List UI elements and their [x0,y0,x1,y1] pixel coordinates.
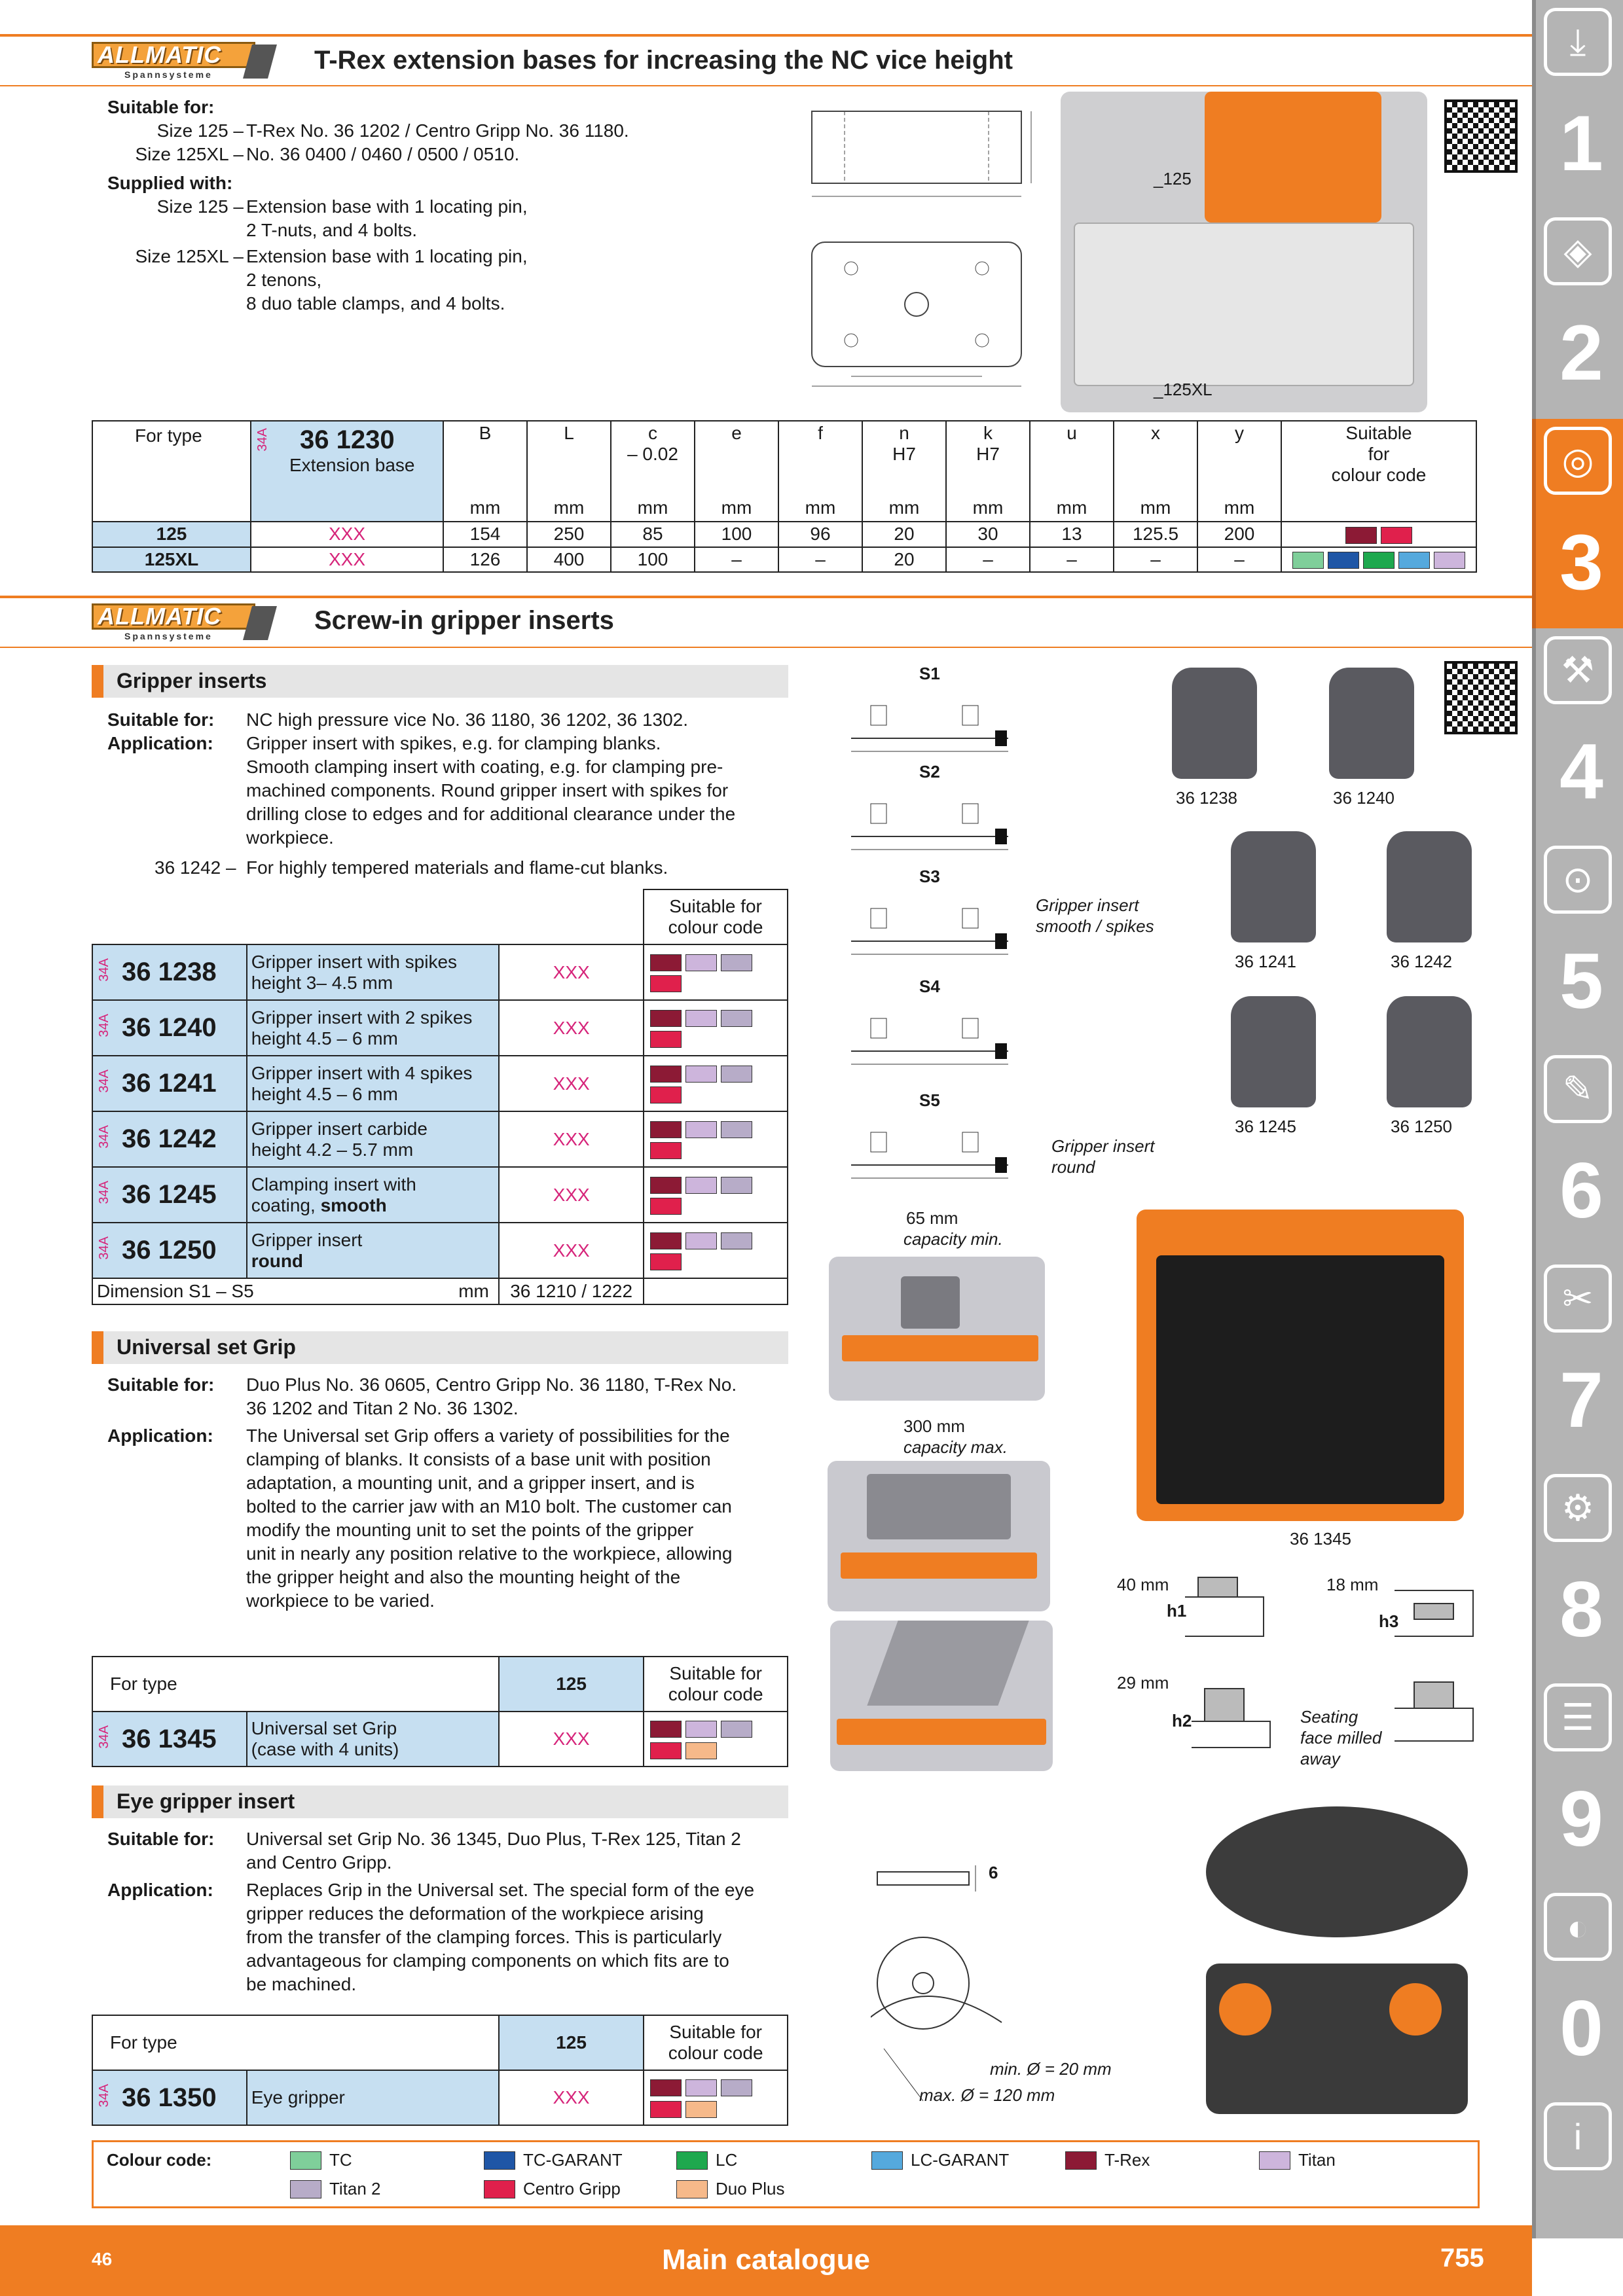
gripper-dim-row: Dimension S1 – S5 mm 36 1210 / 1222 [92,1278,788,1305]
gripper-note-label: 36 1242 – [155,857,236,878]
universal-suitable-label: Suitable for: [107,1374,215,1395]
trex-col-B: B mm [443,421,527,522]
gripper-rule-top [0,596,1532,598]
gripper-table [92,889,788,945]
vice-photo-angle [830,1621,1053,1771]
swatch-trex [1345,527,1377,544]
chapter-tab[interactable] [1532,628,1623,838]
allmatic-logo [92,42,275,80]
chapter-tab-number: 9 [1559,1775,1603,1863]
gripper-table-suitable: Suitable for colour code [644,889,788,944]
chapter-tab-number: 4 [1559,728,1603,816]
footer [0,2225,1532,2296]
chapter-tab-number: 3 [1559,518,1603,606]
universal-application-label: Application: [107,1426,213,1446]
trex-sup125xl-l2: 2 tenons, [246,270,322,290]
cap-smooth-1: Gripper insert [1036,895,1139,915]
gripper-row-desc1: Gripper insert with 4 spikes [251,1062,473,1083]
gripper-row-code: 36 1241 [122,1069,217,1098]
trex-supplied-label: Supplied with: [107,173,233,193]
trex-col-e: e mm [695,421,778,522]
gripper-insert-photo [1172,668,1257,779]
chapter-tab-number: 5 [1559,937,1603,1025]
gripper-insert-photo [1387,831,1472,942]
s-drawing [845,889,1015,961]
legend-swatch [484,2180,515,2198]
trex-s125xl-label: Size 125XL – [135,144,244,164]
paragraph-line: adaptation, a mounting unit, and a gripper insert, and is [246,1473,695,1493]
gripper-row-xxx: XXX [499,1000,644,1056]
colour-legend [92,2140,1480,2208]
footer-page-right: 755 [1440,2244,1484,2272]
gripper-insert-label: 36 1240 [1333,788,1395,808]
gripper-insert-label: 36 1238 [1176,788,1237,808]
trex-photo-grey-block [1074,223,1414,386]
trex-sup125xl-l3: 8 duo table clamps, and 4 bolts. [246,293,505,314]
s-label: S3 [919,867,940,886]
trex-col-suitable: Suitable for colour code [1281,421,1476,522]
trex-sup125xl-label: Size 125XL – [135,246,244,266]
legend-label-item: Centro Gripp [523,2179,621,2198]
trex-img-label-125: _125 [1154,169,1192,188]
gripper-row-desc1: Gripper insert with spikes [251,951,458,972]
gripper-insert-label: 36 1250 [1391,1117,1452,1136]
gripper-row-desc1: Gripper insert carbide [251,1118,428,1139]
legend-label-item: LC [716,2150,738,2170]
trex-row-125: 125 XXX 154 250 85 100 96 20 30 13 125.5 200 [92,522,1476,547]
seating-2: face milled [1300,1728,1382,1748]
seating-drawing [1395,1676,1493,1748]
h-label-40: 40 mm [1117,1575,1169,1594]
chapter-tab-number: 2 [1559,309,1603,397]
paragraph-line: advantageous for clamping components on which fits are to [246,1950,729,1971]
h1-drawing [1185,1571,1283,1643]
trex-sup125-label: Size 125 – [156,196,244,217]
trex-side-drawing [805,98,1041,209]
chapter-tab-icon: ◈ [1544,217,1612,285]
chapter-tab-icon: ◐ [1544,1893,1612,1961]
trex-product-photo [1061,92,1427,412]
chapter-tab-icon: ⚙ [1544,1474,1612,1542]
s-drawing [845,1113,1015,1185]
paragraph-line: gripper reduces the deformation of the workpiece arising [246,1903,704,1924]
gripper-row-swatches [644,1111,788,1167]
chapter-tab-icon: i [1544,2102,1612,2170]
paragraph-line: from the transfer of the clamping forces. This is particularly [246,1927,722,1947]
gripper-row-tag: 34A [97,1125,111,1149]
gripper-row-desc2: coating, smooth [251,1194,387,1215]
trex-s125-text: T-Rex No. 36 1202 / Centro Gripp No. 36 1180. [246,120,629,141]
gripper-row-tag: 34A [97,1014,111,1037]
eye-min-d: min. Ø = 20 mm [990,2059,1112,2079]
universal-row: 34A 36 1345 Universal set Grip (case with 4 units) XXX [92,1712,788,1767]
trex-col-n: n H7 mm [862,421,946,522]
gripper-insert-label: 36 1242 [1391,952,1452,971]
chapter-tab-number: 8 [1559,1566,1603,1653]
trex-code-tag: 34A [255,428,270,452]
chapter-tab-icon: ✎ [1544,1055,1612,1123]
gripper-suitable-label: Suitable for: [107,709,215,730]
chapter-tab-icon: ◎ [1544,427,1612,495]
s-label: S5 [919,1090,940,1110]
gripper-row-tag: 34A [97,1069,111,1093]
gripper-insert-label: 36 1241 [1235,952,1296,971]
gripper-row-desc1: Gripper insert [251,1229,363,1250]
paragraph-line: The Universal set Grip offers a variety of possibilities for the [246,1426,730,1446]
eye-suit-l1: Universal set Grip No. 36 1345, Duo Plus, T-Rex 125, Titan 2 [246,1829,741,1849]
paragraph-line: bolted to the carrier jaw with an M10 bolt. The customer can [246,1496,732,1516]
trex-photo-orange-block [1205,92,1381,223]
gripper-row-tag: 34A [97,1181,111,1204]
legend-label-item: TC-GARANT [523,2150,623,2170]
gripper-row [92,1222,788,1279]
paragraph-line: modify the mounting unit to set the points of the gripper [246,1520,694,1540]
header-rule-top [0,34,1532,37]
gripper-row-swatches [644,1056,788,1111]
universal-table: For type 125 Suitable for colour code 34A 36 1345 Universal set Grip (case with 4 units) XXX [92,1656,788,1767]
s-drawing [845,999,1015,1071]
cap-smooth-2: smooth / spikes [1036,916,1154,936]
trex-sup125xl-l1: Extension base with 1 locating pin, [246,246,528,266]
legend-swatch [871,2151,903,2170]
cap-300-2: capacity max. [903,1437,1008,1457]
bar-universal-set: Universal set Grip [92,1331,788,1364]
eye-dim-6: 6 [989,1863,998,1882]
legend-label-item: Titan [1298,2150,1336,2170]
gripper-app-l5: workpiece. [246,827,334,848]
gripper-row [92,1111,788,1168]
chapter-tab[interactable] [1532,2094,1623,2238]
gripper-row-xxx: XXX [499,1056,644,1111]
section-title-trex: T-Rex extension bases for increasing the NC vice height [314,46,1013,75]
trex-col-c: c – 0.02 mm [611,421,695,522]
paragraph-line: Replaces Grip in the Universal set. The special form of the eye [246,1880,755,1900]
chapter-tab-icon: ⤓ [1544,8,1612,76]
gripper-row-swatches [644,944,788,1000]
trex-code: 36 1230 [300,425,395,454]
trex-sup125-l2: 2 T-nuts, and 4 bolts. [246,220,417,240]
trex-code-desc: Extension base [289,455,415,475]
gripper-row [92,1166,788,1223]
gripper-row-desc2: height 4.5 – 6 mm [251,1083,398,1104]
gripper-row-desc2: round [251,1250,304,1271]
h-label-18: 18 mm [1326,1575,1379,1594]
h-label-h2: h2 [1172,1711,1192,1731]
legend-swatch [290,2151,321,2170]
universal-suit-l2: 36 1202 and Titan 2 No. 36 1302. [246,1398,519,1418]
trex-col-y: y mm [1197,421,1281,522]
legend-label-item: TC [329,2150,352,2170]
h2-drawing [1192,1682,1290,1754]
trex-table-for-type: For type [92,421,251,522]
gripper-row [92,999,788,1056]
gripper-row-swatches [644,1167,788,1223]
header-rule-bottom [0,85,1532,86]
legend-swatch [290,2180,321,2198]
gripper-row-code: 36 1250 [122,1236,217,1265]
cap-300-1: 300 mm [903,1416,965,1436]
trex-top-drawing [792,216,1041,406]
chapter-tab[interactable] [1532,1676,1623,1885]
gripper-app-l4: drilling close to edges and for additional clearance under the [246,804,736,824]
trex-col-k: k H7 mm [946,421,1030,522]
case-label: 36 1345 [1290,1529,1351,1549]
trex-col-f: f mm [778,421,862,522]
eye-row: 34A 36 1350 Eye gripper XXX [92,2070,788,2125]
chapter-tab[interactable] [1532,419,1623,628]
s-label: S4 [919,977,940,996]
trex-img-label-125xl: _125XL [1154,380,1213,399]
gripper-row-xxx: XXX [499,1111,644,1167]
eye-suit-l2: and Centro Gripp. [246,1852,392,1873]
chapter-tab[interactable] [1532,1466,1623,1676]
gripper-app-l1: Gripper insert with spikes, e.g. for clamping blanks. [246,733,661,753]
swatch-centro [1381,527,1412,544]
gripper-suitable-text: NC high pressure vice No. 36 1180, 36 1202, 36 1302. [246,709,689,730]
gripper-row [92,1055,788,1112]
gripper-row-desc1: Clamping insert with [251,1174,416,1194]
paragraph-line: be machined. [246,1974,357,1994]
s-label: S1 [919,664,940,683]
gripper-note-text: For highly tempered materials and flame-cut blanks. [246,857,668,878]
gripper-row-tag: 34A [97,958,111,982]
chapter-tab[interactable] [1532,1257,1623,1466]
gripper-app-l3: machined components. Round gripper insert with spikes for [246,780,729,800]
vice-photo-min [829,1257,1045,1401]
paragraph-line: workpiece to be varied. [246,1590,435,1611]
gripper-row-desc2: height 4.5 – 6 mm [251,1028,398,1049]
gripper-row [92,944,788,1001]
gripper-insert-photo [1387,996,1472,1107]
qr-code-gripper [1444,661,1518,734]
chapter-tab-icon: ☰ [1544,1683,1612,1751]
paragraph-line: clamping of blanks. It consists of a base unit with position [246,1449,711,1469]
h3-drawing [1395,1571,1493,1643]
legend-label-item: T-Rex [1104,2150,1150,2170]
footer-title: Main catalogue [662,2244,870,2276]
section-title-gripper: Screw-in gripper inserts [314,606,614,635]
trex-row-125xl-swatches [1281,547,1476,572]
trex-col-u: u mm [1030,421,1114,522]
seating-1: Seating [1300,1707,1359,1727]
logo-text: ALLMATIC [92,42,255,68]
gripper-row-desc2: height 4.2 – 5.7 mm [251,1139,414,1160]
eye-max-d: max. Ø = 120 mm [919,2085,1055,2105]
gripper-row-xxx: XXX [499,944,644,1000]
cap-65-2: capacity min. [903,1229,1003,1249]
universal-suit-l1: Duo Plus No. 36 0605, Centro Gripp No. 36 1180, T-Rex No. [246,1374,737,1395]
trex-sup125-l1: Extension base with 1 locating pin, [246,196,528,217]
gripper-row-xxx: XXX [499,1223,644,1278]
paragraph-line: the gripper height and also the mounting height of the [246,1567,681,1587]
gripper-row-xxx: XXX [499,1167,644,1223]
trex-row-125xl: 125XL XXX 126 400 100 – – 20 – – – – [92,547,1476,572]
trex-table-code-cell [251,421,443,522]
gripper-row-desc2: height 3– 4.5 mm [251,972,393,993]
gripper-insert-photo [1329,668,1414,779]
chapter-tab[interactable] [1532,1885,1623,2094]
legend-swatch [676,2180,708,2198]
gripper-app-l2: Smooth clamping insert with coating, e.g. for clamping pre- [246,757,723,777]
gripper-application-label: Application: [107,733,213,753]
h-label-h3: h3 [1379,1611,1399,1631]
allmatic-logo-2: ALLMATIC Spannsysteme [92,603,275,641]
gripper-row-code: 36 1245 [122,1180,217,1209]
gripper-row-code: 36 1240 [122,1013,217,1042]
footer-page-left: 46 [92,2249,113,2269]
gripper-row-code: 36 1238 [122,958,217,986]
legend-swatch [676,2151,708,2170]
legend-swatch [484,2151,515,2170]
trex-col-x: x mm [1114,421,1197,522]
gripper-row-tag: 34A [97,1236,111,1260]
eye-photo [1193,1793,1487,2127]
vice-photo-max [828,1461,1050,1611]
chapter-tab-icon: ⚒ [1544,636,1612,704]
trex-row-125-swatches [1281,522,1476,547]
legend-swatch [1259,2151,1290,2170]
legend-label: Colour code: [107,2150,212,2170]
chapter-tab[interactable] [1532,0,1623,209]
gripper-row-desc1: Gripper insert with 2 spikes [251,1007,473,1028]
gripper-rule-bottom [0,647,1532,648]
case-photo [1137,1210,1464,1521]
cap-round-1: Gripper insert [1051,1136,1155,1156]
gripper-insert-photo [1231,831,1316,942]
gripper-row-swatches [644,1000,788,1056]
chapter-tab-number: 0 [1559,1984,1603,2072]
gripper-row-swatches [644,1223,788,1278]
seating-3: away [1300,1749,1340,1768]
trex-s125-label: Size 125 – [156,120,244,141]
gripper-insert-photo [1231,996,1316,1107]
eye-table: For type 125 Suitable for colour code 34A 36 1350 Eye gripper XXX [92,2015,788,2126]
chapter-tab[interactable] [1532,838,1623,1047]
h-label-29: 29 mm [1117,1673,1169,1693]
gripper-insert-label: 36 1245 [1235,1117,1296,1136]
bar-eye-gripper: Eye gripper insert [92,1785,788,1818]
chapter-tab-number: 6 [1559,1147,1603,1234]
s-label: S2 [919,762,940,781]
chapter-tab-number: 1 [1559,99,1603,187]
trex-suitable-label: Suitable for: [107,97,215,117]
legend-label-item: LC-GARANT [911,2150,1010,2170]
cap-round-2: round [1051,1157,1095,1177]
chapter-tab-icon: ⊙ [1544,846,1612,914]
paragraph-line: unit in nearly any position relative to the workpiece, allowing [246,1543,733,1564]
qr-code-trex [1444,99,1518,173]
chapter-tab-number: 7 [1559,1356,1603,1444]
s-drawing [845,686,1015,758]
chapter-tab[interactable] [1532,1047,1623,1257]
trex-col-L: L mm [527,421,611,522]
cap-65-1: 65 mm [906,1208,958,1228]
legend-label-item: Duo Plus [716,2179,785,2198]
trex-s125xl-text: No. 36 0400 / 0460 / 0500 / 0510. [246,144,520,164]
chapter-tab[interactable] [1532,209,1623,419]
gripper-row-code: 36 1242 [122,1124,217,1153]
bar-gripper-inserts: Gripper inserts [92,665,788,698]
trex-table [92,420,1477,573]
logo-subtext: Spannsysteme [124,69,213,80]
legend-label-item: Titan 2 [329,2179,381,2198]
h-label-h1: h1 [1167,1601,1187,1621]
eye-suitable-label: Suitable for: [107,1829,215,1849]
eye-application-label: Application: [107,1880,213,1900]
legend-swatch [1065,2151,1097,2170]
chapter-tab-icon: ✂ [1544,1265,1612,1333]
s-drawing [845,784,1015,856]
